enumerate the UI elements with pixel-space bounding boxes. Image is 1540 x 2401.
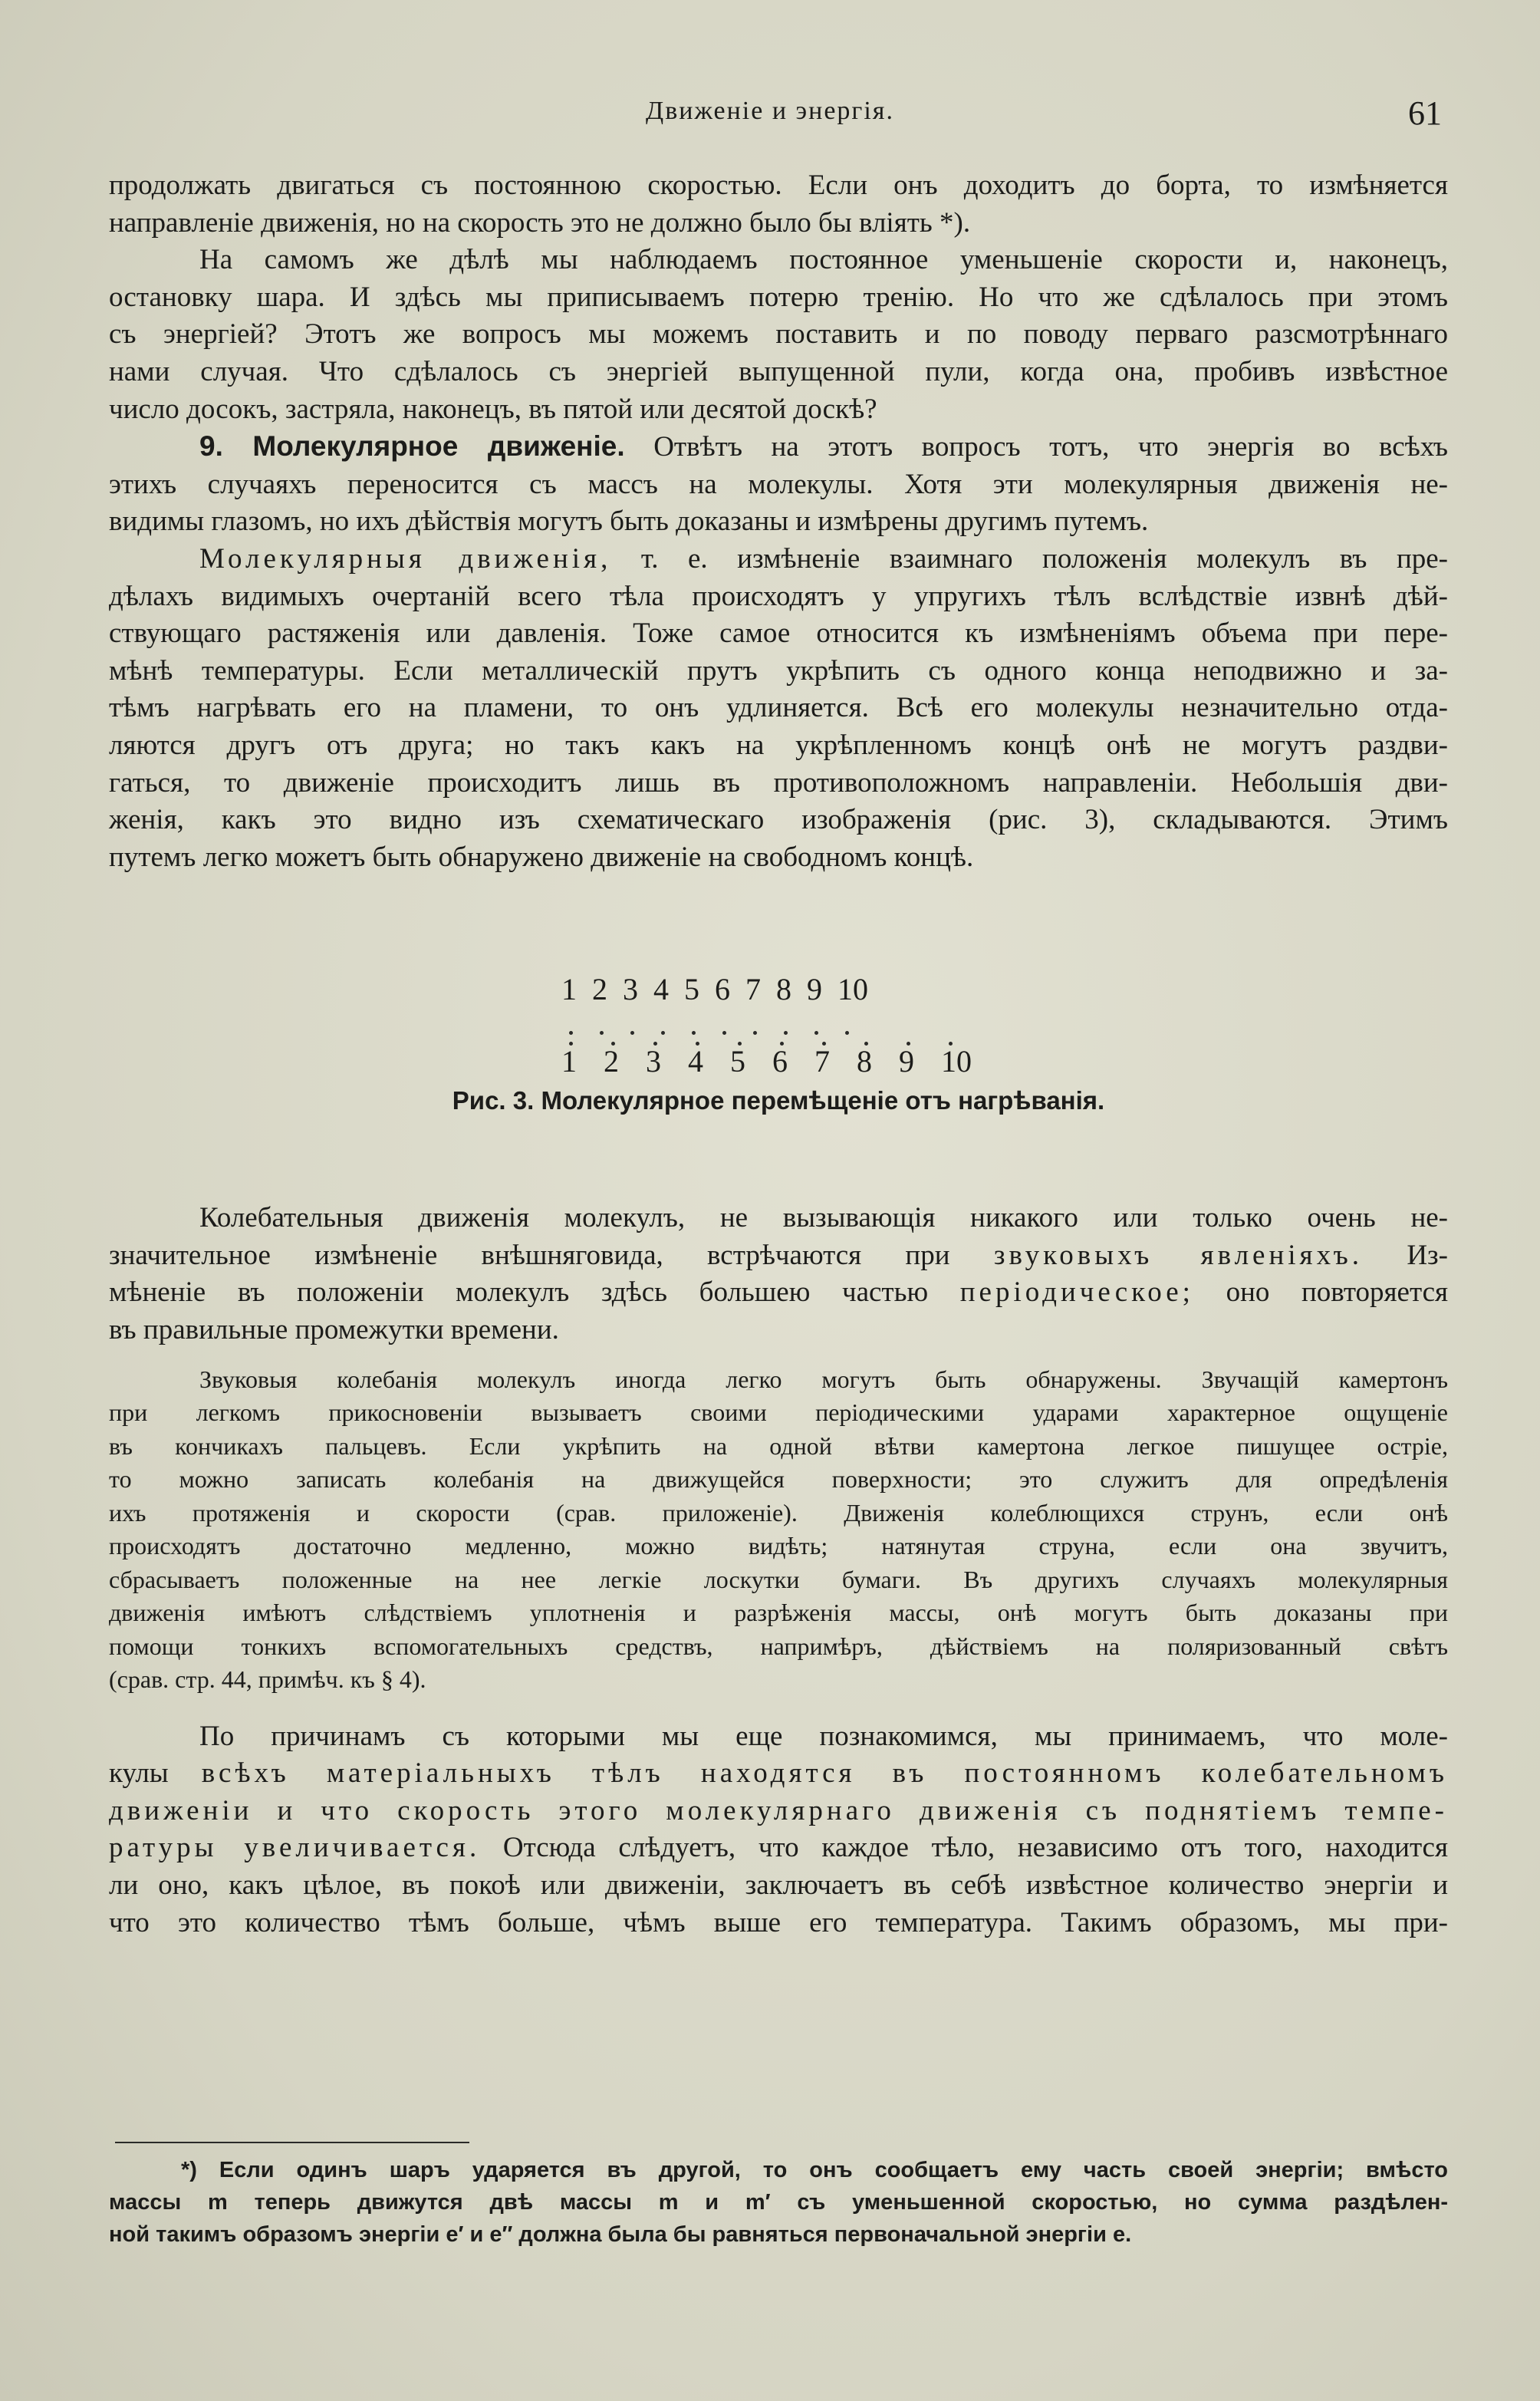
text-line [109, 428, 1448, 466]
text-line: Колебательныя движенiя молекулъ, не вызывающiя никакого или только очень не- [199, 1202, 1448, 1234]
figure-bottom-digit: 7 [814, 1044, 830, 1079]
spaced-term: Молекулярныя движенiя, [199, 542, 612, 575]
figure-bottom-digit: 10 [941, 1044, 972, 1079]
molecular-motion-paragraph [109, 541, 1448, 876]
text-line: въ правильные промежутки времени. [109, 1314, 559, 1346]
text-fragment: значительное измѣненiе внѣшняговида, встрѣчаются при [109, 1239, 950, 1271]
figure-dot [814, 1031, 818, 1035]
spaced-term: перiодическое; [959, 1276, 1194, 1309]
text-line: число досокъ, застряла, наконецъ, въ пятой или десятой доскѣ? [109, 393, 877, 425]
text-line: ляются другъ отъ друга; но такъ какъ на укрѣпленномъ концѣ онѣ не могутъ раздви- [109, 729, 1448, 761]
text-line: продолжать двигаться съ постоянною скоростью. Если онъ доходитъ до борта, то измѣняется [109, 170, 1448, 201]
spaced-term: всѣхъ матерiальныхъ тѣлъ находятся въ постоянномъ колебательномъ [201, 1757, 1448, 1790]
text-line: съ энергiей? Этотъ же вопросъ мы можемъ поставить и по поводу перваго разсмотрѣннаго [109, 318, 1448, 351]
footnote [109, 2154, 1448, 2251]
figure-top-digit: 2 [592, 972, 607, 1007]
figure-top-digit: 10 [837, 972, 868, 1007]
figure-top-digit: 5 [684, 972, 699, 1007]
figure-top-digit: 4 [653, 972, 669, 1007]
figure-caption: Рис. 3. Молекулярное перемѣщенiе отъ нагрѣванiя. [452, 1086, 1105, 1115]
text-line: Звуковыя колебанiя молекулъ иногда легко могутъ быть обнаружены. Звучащiй камертонъ [199, 1365, 1449, 1393]
figure-dot [722, 1031, 726, 1035]
figure-bottom-digit: 6 [772, 1044, 788, 1079]
figure-dot [630, 1031, 634, 1035]
text-line: помощи тонкихъ вспомогательныхъ средствъ, напримѣръ, дѣйствiемъ на поляризованный свѣтъ [109, 1632, 1448, 1660]
text-line: нами случая. Что сдѣлалось съ энергiей выпущенной пули, когда она, пробивъ извѣстное [109, 355, 1448, 387]
spaced-term: движенiи и что скорость этого молекулярнаго движенiя съ поднятiемъ темпе- [109, 1794, 1448, 1826]
figure-bottom-digit: 9 [899, 1044, 914, 1079]
text-line: мѣнѣ температуры. Если металлическiй прутъ укрѣпить съ одного конца неподвижно и за- [109, 654, 1448, 687]
text-fragment: т. е. измѣненiе взаимнаго положенiя молекулъ въ пре- [640, 542, 1448, 575]
figure-dot [784, 1031, 788, 1035]
text-fragment: кулы [109, 1757, 169, 1790]
footnote-rule [115, 2142, 469, 2143]
text-line: движенiя имѣютъ слѣдствiемъ уплотненiя и разрѣженiя массы, онѣ могутъ быть доказаны при [109, 1599, 1448, 1627]
figure-top-digit: 7 [745, 972, 761, 1007]
footnote-line: *) Если одинъ шаръ ударяется въ другой, то онъ сообщаетъ ему часть своей энергiи; вмѣсто [181, 2158, 1448, 2182]
text-line: ли оно, какъ цѣлое, въ покоѣ или движенiи, заключаетъ въ себѣ извѣстное количество энергiи и [109, 1869, 1448, 1902]
paragraph-friction [109, 242, 1448, 428]
text-fragment: Отсюда слѣдуетъ, что каждое тѣло, независимо отъ того, находится [502, 1832, 1449, 1864]
text-line [109, 1830, 1448, 1867]
sound-paragraph [109, 1363, 1448, 1697]
text-line: происходятъ достаточно медленно, можно видѣть; натянутая струна, если она звучитъ, [109, 1532, 1448, 1560]
vibration-paragraph [109, 1200, 1448, 1349]
text-line: гаться, то движенiе происходитъ лишь въ противоположномъ направленiи. Небольшiя дви- [109, 766, 1448, 799]
figure-bottom-digit: 2 [604, 1044, 619, 1079]
figure-top-digit: 8 [776, 972, 791, 1007]
text-line: въ кончикахъ пальцевъ. Если укрѣпить на одной вѣтви камертона легкое пишущее острiе, [109, 1431, 1448, 1460]
text-line: На самомъ же дѣлѣ мы наблюдаемъ постоянное уменьшенiе скорости и, наконецъ, [199, 244, 1448, 276]
main-text [109, 167, 1448, 1942]
temperature-paragraph [109, 1718, 1448, 1942]
figure-bottom-digit: 3 [646, 1044, 661, 1079]
figure-bottom-digit: 1 [561, 1044, 577, 1079]
text-line: сбрасываетъ положенные на нее легкiе лоскутки бумаги. Въ другихъ случаяхъ молекулярныя [109, 1565, 1448, 1593]
footnote-line: ной такимъ образомъ энергiи e′ и e″ должна была бы равняться первоначальной энергiи e. [109, 2222, 1132, 2247]
text-fragment: оно повторяется [1226, 1276, 1449, 1309]
page-number: 61 [1408, 94, 1442, 132]
text-line [109, 1755, 1448, 1793]
figure-bottom-digit: 8 [857, 1044, 872, 1079]
text-line: этихъ случаяхъ переносится съ массъ на молекулы. Хотя эти молекулярныя движенiя не- [109, 468, 1448, 500]
text-line: остановку шара. И здѣсь мы приписываемъ потерю тренiю. Но что же сдѣлалось при этомъ [109, 281, 1448, 313]
figure-3 [109, 893, 1448, 1123]
text-line: путемъ легко можетъ быть обнаружено движенiе на свободномъ концѣ. [109, 841, 974, 873]
figure-dot [753, 1031, 757, 1035]
figure-bottom-digit: 4 [688, 1044, 703, 1079]
spaced-term: ратуры увеличивается. [109, 1832, 481, 1864]
section-heading: 9. Молекулярное движенiе. [199, 430, 625, 463]
figure-dot [845, 1031, 849, 1035]
text-line: видимы глазомъ, но ихъ дѣйствiя могутъ быть доказаны и измѣрены другимъ путемъ. [109, 506, 1149, 538]
section-9-paragraph [109, 428, 1448, 541]
spaced-term: звуковыхъ явленiяхъ. [993, 1239, 1364, 1271]
figure-dot [661, 1031, 665, 1035]
text-line: женiя, какъ это видно изъ схематическаго изображенiя (рис. 3), складываются. Этимъ [109, 804, 1448, 836]
figure-top-digit: 1 [561, 972, 577, 1007]
figure-dot [692, 1031, 696, 1035]
text-line: (срав. стр. 44, примѣч. къ § 4). [109, 1665, 426, 1694]
running-header: Движенiе и энергiя. [646, 97, 894, 125]
figure-dot [600, 1031, 604, 1035]
figure-top-digit: 3 [623, 972, 638, 1007]
text-line: дѣлахъ видимыхъ очертанiй всего тѣла происходятъ у упругихъ тѣлъ вслѣдствiе извнѣ дѣй- [109, 580, 1448, 612]
text-line: направленiе движенiя, но на скорость это не должно было бы влiять *). [109, 206, 971, 239]
text-line [109, 1274, 1448, 1312]
text-fragment: Из- [1407, 1239, 1448, 1271]
figure-top-digit: 6 [715, 972, 730, 1007]
text-line: тѣмъ нагрѣвать его на пламени, то онъ удлиняется. Всѣ его молекулы незначительно отда- [109, 692, 1448, 724]
text-fragment: мѣненiе въ положенiи молекулъ здѣсь большею частью [109, 1276, 929, 1309]
text-line [109, 541, 1448, 578]
text-fragment: Отвѣтъ на этотъ вопросъ тотъ, что энергiя во всѣхъ [653, 431, 1449, 463]
footnote-line: массы m теперь движутся двѣ массы m и m′ съ уменьшенной скоростью, но сумма раздѣлен- [109, 2190, 1448, 2215]
figure-bottom-digit: 5 [730, 1044, 745, 1079]
figure-top-digit: 9 [807, 972, 822, 1007]
text-line: ствующаго растяженiя или давленiя. Тоже самое относится къ измѣненiямъ объема при пере- [109, 618, 1448, 650]
text-line: что это количество тѣмъ больше, чѣмъ выше его температура. Такимъ образомъ, мы при- [109, 1906, 1448, 1938]
text-line [109, 1793, 1448, 1830]
text-line: По причинамъ съ которыми мы еще познакомимся, мы принимаемъ, что моле- [199, 1720, 1448, 1752]
text-line: при легкомъ прикосновенiи вызываетъ своими перiодическими ударами характерное ощущенiе [109, 1398, 1448, 1427]
paragraph-continuation [109, 167, 1448, 242]
text-line [109, 1237, 1448, 1275]
text-line: ихъ протяженiя и скорости (срав. приложенiе). Движенiя колеблющихся струнъ, если онѣ [109, 1498, 1448, 1527]
text-line: то можно записать колебанiя на движущейся поверхности; это служитъ для опредѣленiя [109, 1465, 1448, 1494]
figure-dot [569, 1031, 573, 1035]
